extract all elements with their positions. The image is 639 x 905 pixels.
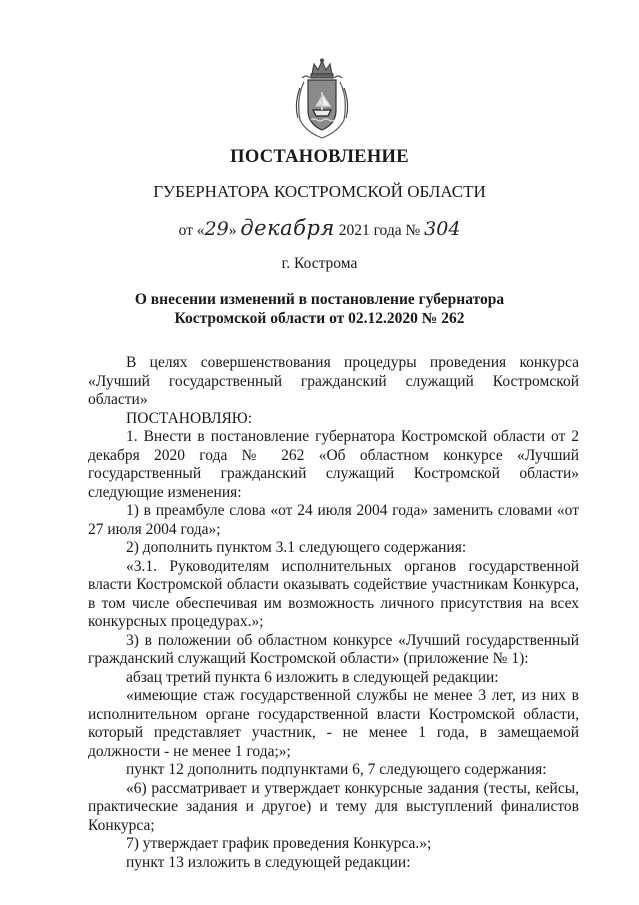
document-title: ПОСТАНОВЛЕНИЕ (230, 147, 409, 167)
body-paragraph: 1) в преамбуле слова «от 24 июля 2004 года» заменить словами «от 27 июля 2004 года»; (88, 502, 579, 538)
coat-of-arms-emblem (290, 58, 354, 140)
handwritten-number: 304 (424, 218, 461, 240)
handwritten-day: 29 (204, 218, 229, 240)
date-line (0, 216, 639, 240)
body-paragraph: 7) утверждает график проведения Конкурса.»; (126, 835, 432, 852)
document-heading (0, 290, 639, 328)
body-paragraph: «3.1. Руководителям исполнительных органов государственной власти Костромской области оказывать содействие участникам Конкурса, в том числе обеспечивая им возможность личного присутствия на всех конкурсных процедурах.»; (88, 557, 579, 630)
body-paragraph: 1. Внести в постановление губернатора Костромской области от 2 декабря 2020 года № 262 «Об областном конкурсе «Лучший государственный гражданский служащий Костромской области» следующие изменения: (88, 428, 579, 501)
heading-line: Костромской области от 02.12.2020 № 262 (174, 310, 465, 327)
date-prefix: от « (178, 222, 205, 239)
body-paragraph: пункт 13 изложить в следующей редакции: (126, 853, 411, 871)
document-subtitle: ГУБЕРНАТОРА КОСТРОМСКОЙ ОБЛАСТИ (153, 182, 486, 201)
body-paragraph: ПОСТАНОВЛЯЮ: (126, 409, 253, 427)
body-paragraph: абзац третий пункта 6 изложить в следующей редакции: (126, 668, 499, 686)
city-name: г. Кострома (281, 255, 358, 272)
body-paragraph: 2) дополнить пунктом 3.1 следующего содержания: (126, 539, 467, 556)
date-separator: » (228, 222, 241, 239)
body-paragraph: «6) рассматривает и утверждает конкурсные задания (тесты, кейсы, практические задания и другое) и тему для выступлений финалистов Конкурса; (88, 779, 579, 834)
body-paragraph: пункт 12 дополнить подпунктами 6, 7 следующего содержания: (126, 761, 547, 778)
document-body (88, 354, 579, 872)
body-paragraph: «имеющие стаж государственной службы не менее 3 лет, из них в исполнительном органе государственной власти Костромской области, который представляет участник, - не менее 1 года, в замещаемой должности - не менее 1 года;»; (88, 687, 579, 760)
body-paragraph: В целях совершенствования процедуры проведения конкурса «Лучший государственный гражданский служащий Костромской области» (88, 354, 579, 408)
handwritten-month: декабря (240, 216, 335, 240)
date-year: 2021 года № (334, 222, 425, 239)
heading-line: О внесении изменений в постановление губернатора (134, 291, 505, 308)
body-paragraph: 3) в положении об областном конкурсе «Лучший государственный гражданский служащий Костромской области» (приложение № 1): (88, 631, 579, 667)
